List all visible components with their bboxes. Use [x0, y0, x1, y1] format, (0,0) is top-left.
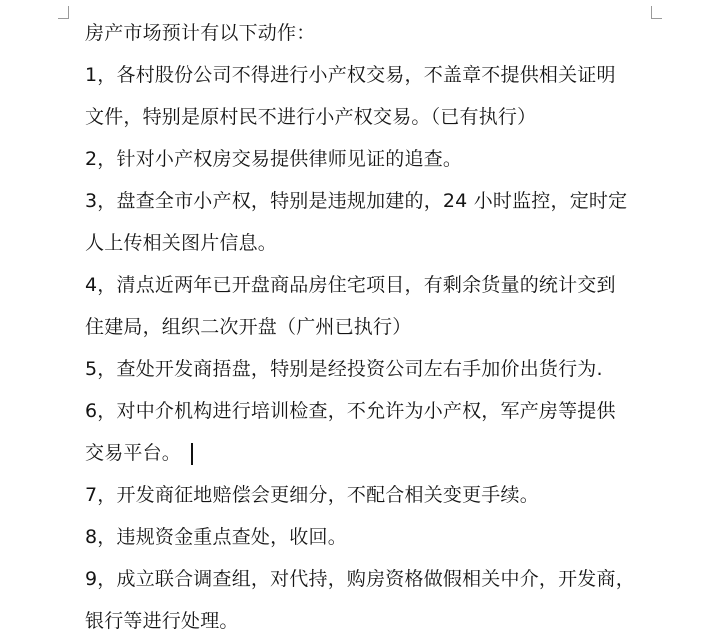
- paragraph-line: 1，各村股份公司不得进行小产权交易，不盖章不提供相关证明: [85, 64, 616, 86]
- paragraph-line: 6，对中介机构进行培训检查，不允许为小产权，军产房等提供: [85, 400, 616, 422]
- paragraph-line: 8，违规资金重点查处，收回。: [85, 526, 347, 548]
- paragraph-line: 文件，特别是原村民不进行小产权交易。（已有执行）: [85, 106, 537, 128]
- text-cursor: [191, 443, 193, 465]
- paragraph-line: 2，针对小产权房交易提供律师见证的追查。: [85, 148, 463, 170]
- paragraph-line-text: 交易平台。: [85, 442, 182, 464]
- paragraph-line: 银行等进行处理。: [85, 610, 239, 632]
- paragraph-line-with-caret: [85, 432, 695, 474]
- document-body[interactable]: [85, 12, 695, 642]
- paragraph-line: 5，查处开发商捂盘，特别是经投资公司左右手加价出货行为.: [85, 358, 603, 380]
- paragraph-line: 9，成立联合调查组，对代持，购房资格做假相关中介，开发商，: [85, 568, 635, 590]
- paragraph-line: 7，开发商征地赔偿会更细分，不配合相关变更手续。: [85, 484, 539, 506]
- paragraph-line: 住建局，组织二次开盘（广州已执行）: [85, 316, 412, 338]
- paragraph-line: 4，清点近两年已开盘商品房住宅项目，有剩余货量的统计交到: [85, 274, 616, 296]
- paragraph-line: 3，盘查全市小产权，特别是违规加建的，24 小时监控，定时定: [85, 190, 628, 212]
- page-margin-mark-left: [58, 6, 69, 19]
- document-heading: 房产市场预计有以下动作：: [85, 22, 316, 44]
- paragraph-line: 人上传相关图片信息。: [85, 232, 278, 254]
